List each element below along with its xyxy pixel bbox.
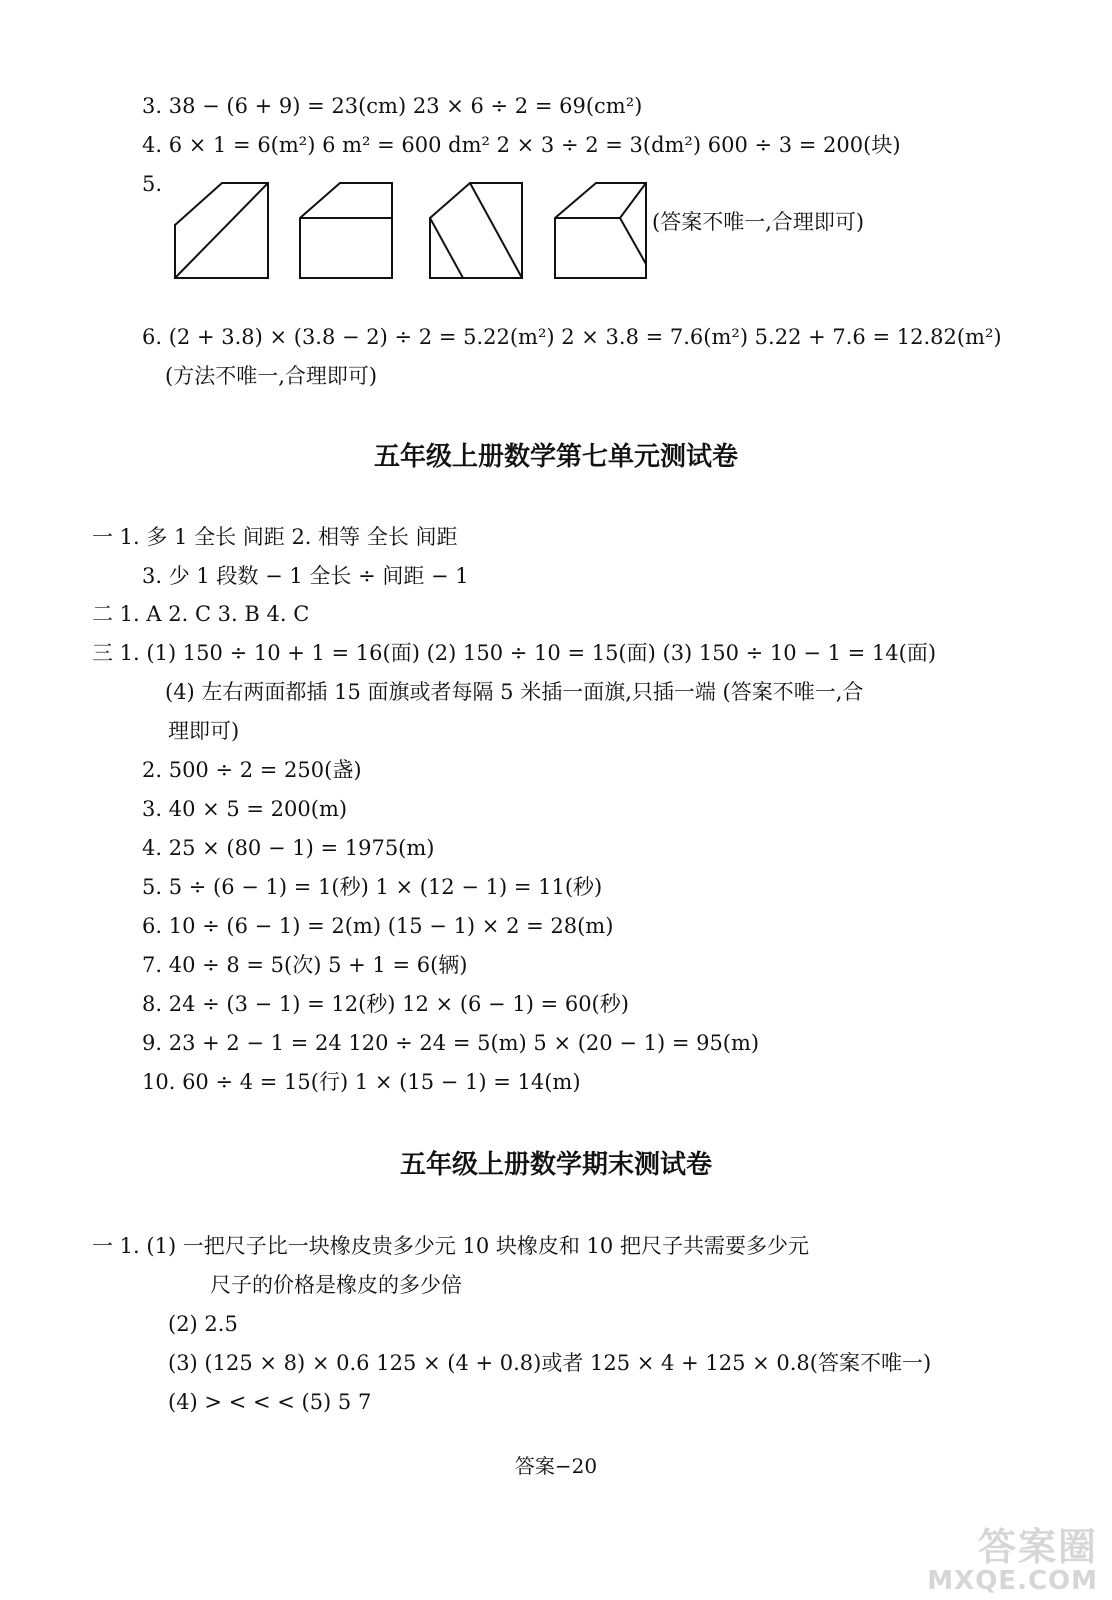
final-part1-line5: (4) > < < < (5) 5 7 — [168, 1390, 372, 1414]
answer-line-5-note: (答案不唯一,合理即可) — [652, 210, 865, 234]
unit7-q5: 5. 5 ÷ (6 − 1) = 1(秒) 1 × (12 − 1) = 11(秒) — [142, 875, 603, 899]
unit7-part2: 二 1. A 2. C 3. B 4. C — [92, 602, 310, 626]
unit7-q7: 7. 40 ÷ 8 = 5(次) 5 + 1 = 6(辆) — [142, 953, 468, 977]
final-part1-line3: (2) 2.5 — [168, 1312, 238, 1336]
unit7-q4: 4. 25 × (80 − 1) = 1975(m) — [142, 836, 435, 860]
section-title-final: 五年级上册数学期末测试卷 — [399, 1150, 712, 1180]
unit7-q3: 3. 40 × 5 = 200(m) — [142, 797, 348, 821]
answer-line-6: 6. (2 + 3.8) × (3.8 − 2) ÷ 2 = 5.22(m²) 2 × 3.8 = 7.6(m²) 5.22 + 7.6 = 12.82(m²) — [142, 325, 1002, 349]
unit7-q8: 8. 24 ÷ (3 − 1) = 12(秒) 12 × (6 − 1) = 60(秒) — [142, 992, 629, 1016]
answer-line-6-note: (方法不唯一,合理即可) — [165, 364, 378, 388]
final-part1-line1: 一 1. (1) 一把尺子比一块橡皮贵多少元 10 块橡皮和 10 把尺子共需要多少元 — [92, 1234, 809, 1258]
prism-figures — [0, 0, 1112, 300]
unit7-part1-line2: 3. 少 1 段数 − 1 全长 ÷ 间距 − 1 — [142, 564, 469, 588]
unit7-part3-line2: (4) 左右两面都插 15 面旗或者每隔 5 米插一面旗,只插一端 (答案不唯一,合 — [165, 680, 864, 704]
unit7-part1-line1: 一 1. 多 1 全长 间距 2. 相等 全长 间距 — [92, 525, 458, 549]
prism-figure-4 — [555, 183, 646, 278]
unit7-q2: 2. 500 ÷ 2 = 250(盏) — [142, 758, 362, 782]
page-footer: 答案−20 — [514, 1454, 598, 1478]
answer-line-3: 3. 38 − (6 + 9) = 23(cm) 23 × 6 ÷ 2 = 69(cm²) — [142, 94, 643, 118]
answer-line-4: 4. 6 × 1 = 6(m²) 6 m² = 600 dm² 2 × 3 ÷ 2 = 3(dm²) 600 ÷ 3 = 200(块) — [142, 133, 901, 157]
section-title-unit7: 五年级上册数学第七单元测试卷 — [373, 442, 738, 472]
watermark-logo — [927, 1516, 1104, 1596]
unit7-q10: 10. 60 ÷ 4 = 15(行) 1 × (15 − 1) = 14(m) — [142, 1070, 581, 1094]
prism-figure-2 — [300, 183, 392, 278]
unit7-part3-line1: 三 1. (1) 150 ÷ 10 + 1 = 16(面) (2) 150 ÷ 10 = 15(面) (3) 150 ÷ 10 − 1 = 14(面) — [92, 641, 937, 665]
unit7-q9: 9. 23 + 2 − 1 = 24 120 ÷ 24 = 5(m) 5 × (20 − 1) = 95(m) — [142, 1031, 760, 1055]
watermark-line2: MXQE.COM — [927, 1566, 1098, 1596]
prism-figure-3 — [430, 183, 522, 278]
prism-figure-1 — [175, 183, 268, 278]
watermark-line1: 答案圈 — [977, 1525, 1098, 1569]
unit7-q6: 6. 10 ÷ (6 − 1) = 2(m) (15 − 1) × 2 = 28(m) — [142, 914, 614, 938]
final-part1-line2: 尺子的价格是橡皮的多少倍 — [210, 1273, 462, 1297]
unit7-part3-line3: 理即可) — [168, 719, 240, 743]
answer-line-5-label: 5. — [142, 172, 163, 196]
final-part1-line4: (3) (125 × 8) × 0.6 125 × (4 + 0.8)或者 125 × 4 + 125 × 0.8(答案不唯一) — [168, 1351, 932, 1375]
